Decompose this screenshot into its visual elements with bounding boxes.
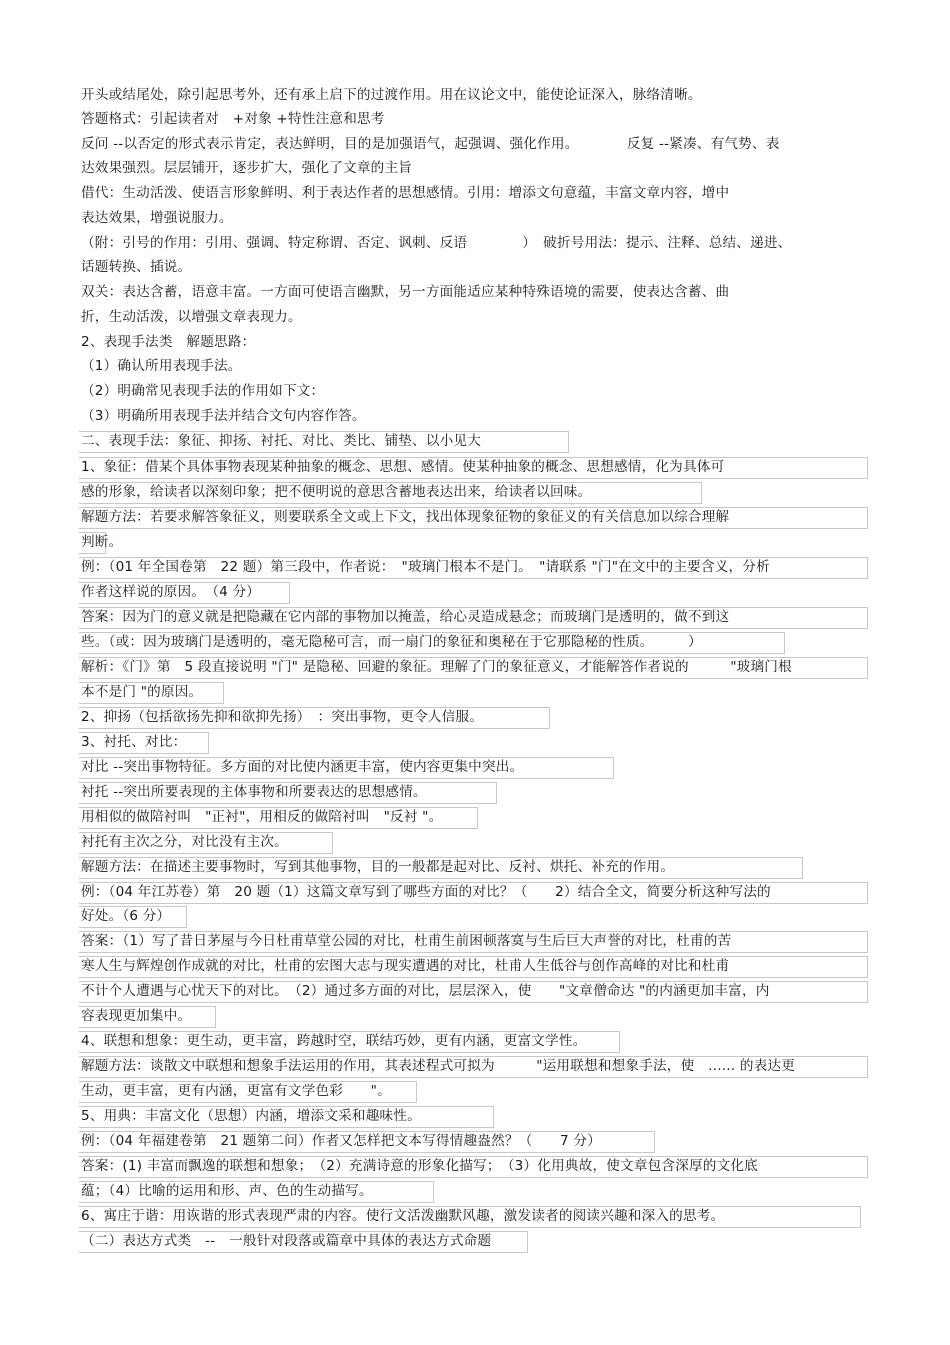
text-line: 解题方法：若要求解答象征义，则要联系全文或上下文，找出体现象征物的象征义的有关信息加以综合理解 xyxy=(81,509,730,525)
text-line: 例：（04 年福建卷第 21 题第二问）作者又怎样把文本写得情趣盎然？（ 7 分） xyxy=(81,1133,601,1149)
text-line: 解析：《门》第 5 段直接说明 "门" 是隐秘、回避的象征。理解了门的象征意义，才能解答作者说的 "玻璃门根 xyxy=(81,659,792,675)
text-line: 答案：因为门的意义就是把隐藏在它内部的事物加以掩盖，给心灵造成悬念；而玻璃门是透明的，做不到这 xyxy=(81,609,730,625)
text-line: 感的形象，给读者以深刻印象；把不便明说的意思含蓄地表达出来，给读者以回味。 xyxy=(81,484,592,500)
text-line: 双关：表达含蓄，语意丰富。一方面可使语言幽默，另一方面能适应某种特殊语境的需要，使表达含蓄、曲 xyxy=(81,284,730,300)
text-line: 2、抑扬（包括欲扬先抑和欲抑先扬） ：突出事物，更令人信服。 xyxy=(81,709,484,725)
text-line: 表达效果，增强说服力。 xyxy=(81,210,233,226)
text-line: 些。（或：因为玻璃门是透明的，毫无隐秘可言，而一扇门的象征和奥秘在于它那隐秘的性质。 ） xyxy=(81,634,702,650)
text-line: 容表现更加集中。 xyxy=(81,1008,192,1024)
text-line: 生动，更丰富，更有内涵，更富有文学色彩 "。 xyxy=(81,1083,391,1099)
text-line: 反问 --以否定的形式表示肯定，表达鲜明，目的是加强语气，起强调、强化作用。 反复 --紧凑、有气势、表 xyxy=(81,136,780,152)
text-line: 话题转换、插说。 xyxy=(81,259,192,275)
text-line: 衬托 --突出所要表现的主体事物和所要表达的思想感情。 xyxy=(81,784,427,800)
text-line: 6、寓庄于谐：用诙谐的形式表现严肃的内容。使行文活泼幽默风趣，激发读者的阅读兴趣和深入的思考。 xyxy=(81,1208,725,1224)
text-line: 例：（04 年江苏卷）第 20 题（1）这篇文章写到了哪些方面的对比？（ 2）结合全文，简要分析这种写法的 xyxy=(81,884,771,900)
text-line: 用相似的做陪衬叫 "正衬"，用相反的做陪衬叫 "反衬 "。 xyxy=(81,809,443,825)
text-line: 二、表现手法：象征、抑扬、衬托、对比、类比、铺垫、以小见大 xyxy=(81,433,482,449)
text-line: （2）明确常见表现手法的作用如下文： xyxy=(81,383,325,399)
text-line: 好处。（6 分） xyxy=(81,908,171,924)
text-line: 衬托有主次之分，对比没有主次。 xyxy=(81,834,288,850)
text-line: 达效果强烈。层层铺开，逐步扩大，强化了文章的主旨 xyxy=(81,160,413,176)
text-line: 借代：生动活泼、使语言形象鲜明、利于表达作者的思想感情。引用：增添文句意蕴，丰富文章内容，增中 xyxy=(81,185,730,201)
text-line: 对比 --突出事物特征。多方面的对比使内涵更丰富，使内容更集中突出。 xyxy=(81,759,524,775)
text-line: 4、联想和想象：更生动，更丰富，跨越时空，联结巧妙，更有内涵，更富文学性。 xyxy=(81,1033,587,1049)
text-line: 蕴；（4）比喻的运用和形、声、色的生动描写。 xyxy=(81,1183,373,1199)
text-line: 作者这样说的原因。 （4 分） xyxy=(81,584,261,600)
text-line: 本不是门 "的原因。 xyxy=(81,684,203,700)
text-line: （1）确认所用表现手法。 xyxy=(81,358,242,374)
text-line: 不计个人遭遇与心忧天下的对比。 （2）通过多方面的对比，层层深入，使 "文章僧命达 "的内涵更加丰富，内 xyxy=(81,983,770,999)
text-line: 5、用典：丰富文化（思想）内涵，增添文采和趣味性。 xyxy=(81,1108,421,1124)
text-line: 1、象征：借某个具体事物表现某种抽象的概念、思想、感情。使某种抽象的概念、思想感情，化为具体可 xyxy=(81,459,725,475)
text-line: 解题方法：在描述主要事物时，写到其他事物，目的一般都是起对比、反衬、烘托、补充的作用。 xyxy=(81,859,675,875)
text-line: 答案：（1）写了昔日茅屋与今日杜甫草堂公园的对比，杜甫生前困顿落寞与生后巨大声誉的对比，杜甫的苦 xyxy=(81,933,732,949)
text-line: 答题格式：引起读者对 +对象 +特性注意和思考 xyxy=(81,111,385,127)
text-line: 折，生动活泼，以增强文章表现力。 xyxy=(81,309,302,325)
text-line: （3）明确所用表现手法并结合文句内容作答。 xyxy=(81,408,366,424)
text-line: （附：引号的作用：引用、强调、特定称谓、否定、讽刺、反语 ） 破折号用法：提示、注释、总结、递进、 xyxy=(81,235,792,251)
text-line: 解题方法：谈散文中联想和想象手法运用的作用，其表述程式可拟为 "运用联想和想象手法，使 ...... 的表达更 xyxy=(81,1058,795,1074)
text-line: 开头或结尾处，除引起思考外，还有承上启下的过渡作用。用在议论文中，能使论证深入，脉络清晰。 xyxy=(81,87,702,103)
text-line: 例：（01 年全国卷第 22 题）第三段中，作者说： "玻璃门根本不是门。 "请联系 "门"在文中的主要含义，分析 xyxy=(81,559,770,575)
text-line: 2、表现手法类 解题思路： xyxy=(81,334,256,350)
text-line: 判断。 xyxy=(81,534,123,550)
text-line: （二）表达方式类 -- 一般针对段落或篇章中具体的表达方式命题 xyxy=(81,1233,492,1249)
text-line: 3、衬托、对比： xyxy=(81,734,187,750)
text-line: 寒人生与辉煌创作成就的对比，杜甫的宏图大志与现实遭遇的对比，杜甫人生低谷与创作高峰的对比和杜甫 xyxy=(81,958,730,974)
text-line: 答案：(1) 丰富而飘逸的联想和想象； （2）充满诗意的形象化描写； （3）化用典故，使文章包含深厚的文化底 xyxy=(81,1158,758,1174)
